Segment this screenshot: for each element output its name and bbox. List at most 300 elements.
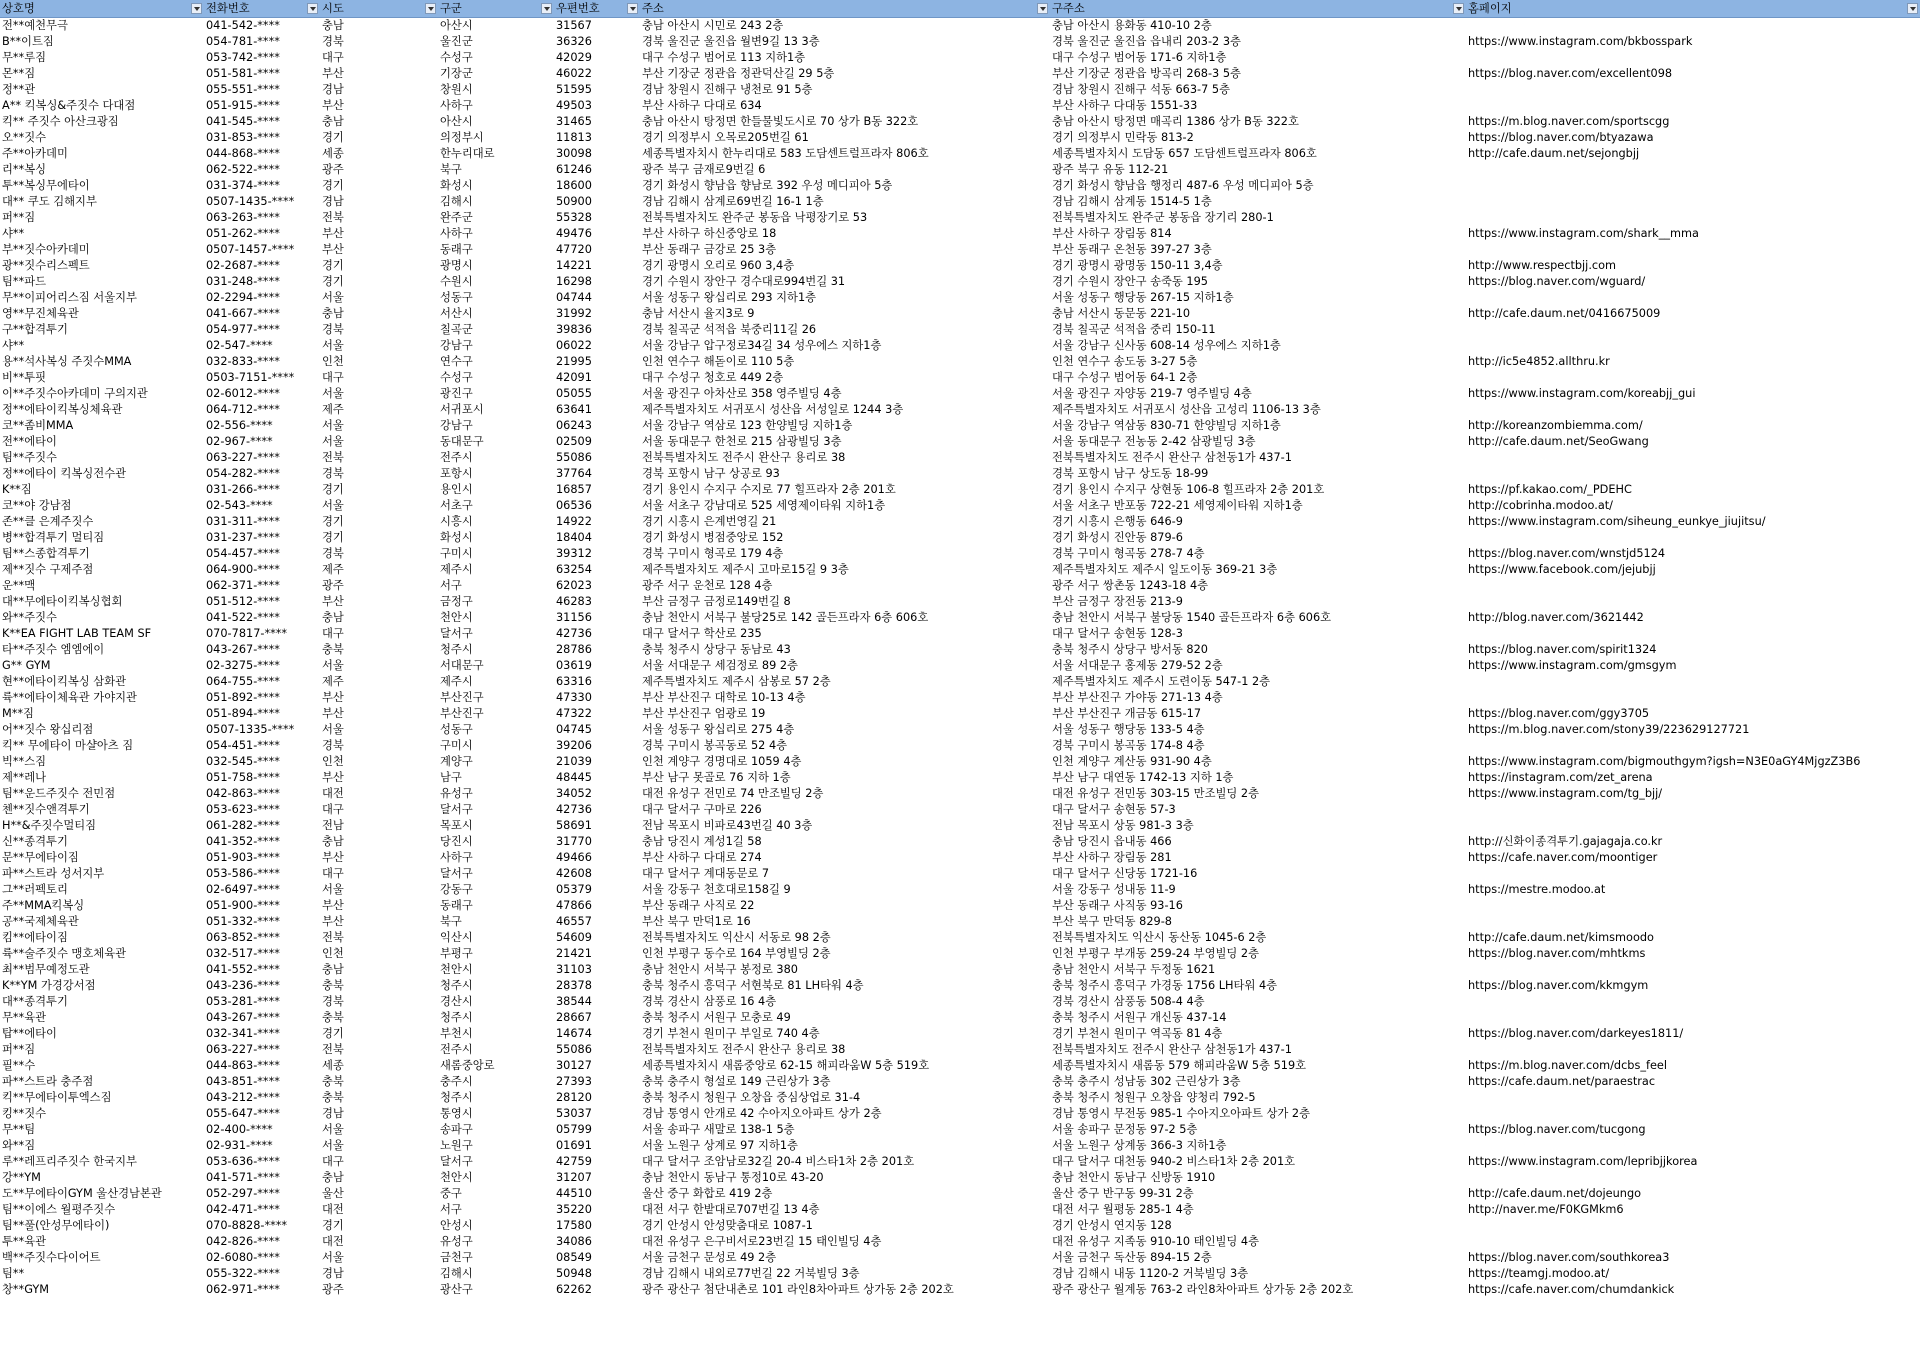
col-business-name-cell[interactable]: 주**MMA킥복싱 xyxy=(2,899,85,912)
col-address-cell[interactable]: 부산 북구 만덕1로 16 xyxy=(642,915,751,928)
col-district-cell[interactable]: 부평구 xyxy=(440,947,473,960)
col-homepage-cell[interactable] xyxy=(1466,338,1920,354)
col-postal-code-cell[interactable]: 02509 xyxy=(556,435,592,448)
col-homepage-cell[interactable] xyxy=(1466,626,1920,642)
col-old-address-cell[interactable]: 대구 달서구 송현동 57-3 xyxy=(1052,803,1176,816)
col-phone-cell[interactable]: 064-712-**** xyxy=(206,403,280,416)
col-address-cell[interactable]: 전북특별자치도 완주군 봉동읍 낙평장기로 53 xyxy=(642,211,868,224)
col-old-address-cell[interactable]: 서울 서대문구 홍제동 279-52 2층 xyxy=(1052,659,1223,672)
col-business-name-cell[interactable]: 영**무진체육관 xyxy=(2,307,79,320)
col-old-address-cell[interactable]: 부산 북구 만덕동 829-8 xyxy=(1052,915,1172,928)
col-business-name-cell[interactable]: K**EA FIGHT LAB TEAM SF xyxy=(2,627,152,640)
col-homepage-cell[interactable]: https://cafe.naver.com/moontiger xyxy=(1468,851,1658,864)
col-postal-code-cell[interactable]: 50900 xyxy=(556,195,592,208)
col-postal-code-cell[interactable]: 21039 xyxy=(556,755,592,768)
col-phone-cell[interactable]: 051-512-**** xyxy=(206,595,280,608)
col-province-cell[interactable]: 대구 xyxy=(322,867,344,880)
col-phone-cell[interactable]: 063-227-**** xyxy=(206,451,280,464)
col-postal-code-cell[interactable]: 53037 xyxy=(556,1107,592,1120)
col-business-name-cell[interactable]: 이**주짓수아카데미 구의지관 xyxy=(2,387,148,400)
col-old-address-cell[interactable]: 부산 사하구 다대동 1551-33 xyxy=(1052,99,1198,112)
col-business-name-cell[interactable]: 첸**짓수앤격투기 xyxy=(2,803,90,816)
col-homepage-cell[interactable]: https://blog.naver.com/ggy3705 xyxy=(1468,707,1650,720)
col-phone-cell[interactable]: 02-2687-**** xyxy=(206,259,280,272)
col-address-cell[interactable]: 대구 달서구 구마로 226 xyxy=(642,803,762,816)
col-province-cell[interactable]: 경기 xyxy=(322,1027,344,1040)
col-homepage-cell[interactable] xyxy=(1466,1218,1920,1234)
col-phone-cell[interactable]: 031-853-**** xyxy=(206,131,280,144)
col-business-name-cell[interactable]: 파**스트라 성서지부 xyxy=(2,867,105,880)
col-homepage-cell[interactable]: https://mestre.modoo.at xyxy=(1468,883,1606,896)
col-business-name-cell[interactable]: 병**합격투기 멀티짐 xyxy=(2,531,105,544)
col-business-name-cell[interactable]: 루**레프리주짓수 한국지부 xyxy=(2,1155,137,1168)
col-address-cell[interactable]: 부산 사하구 하신중앙로 18 xyxy=(642,227,777,240)
col-postal-code-cell[interactable]: 03619 xyxy=(556,659,592,672)
col-address-cell[interactable]: 서울 노원구 상계로 97 지하1층 xyxy=(642,1139,798,1152)
col-business-name-cell[interactable]: 탑**에타이 xyxy=(2,1027,57,1040)
col-business-name-cell[interactable]: 대** 쿠도 김해지부 xyxy=(2,195,97,208)
col-province-cell[interactable]: 충북 xyxy=(322,979,344,992)
col-province-cell[interactable]: 경기 xyxy=(322,259,344,272)
col-phone-cell[interactable]: 042-471-**** xyxy=(206,1203,280,1216)
col-phone-cell[interactable]: 044-868-**** xyxy=(206,147,280,160)
col-district-cell[interactable]: 유성구 xyxy=(440,787,473,800)
col-province-cell[interactable]: 경북 xyxy=(322,35,344,48)
col-address-cell[interactable]: 대구 수성구 청호로 449 2층 xyxy=(642,371,784,384)
col-province-cell[interactable]: 충남 xyxy=(322,115,344,128)
col-business-name-cell[interactable]: 구**합격투기 xyxy=(2,323,68,336)
col-province-cell[interactable]: 충남 xyxy=(322,1171,344,1184)
col-business-name-cell[interactable]: 팀**풀(안성무에타이) xyxy=(2,1219,110,1232)
col-homepage-cell[interactable]: https://cafe.naver.com/chumdankick xyxy=(1468,1283,1675,1296)
col-business-name-cell[interactable]: 샤** xyxy=(2,227,25,240)
col-district-cell[interactable]: 전주시 xyxy=(440,451,473,464)
col-old-address-cell[interactable]: 경남 김해시 삼계동 1514-5 1층 xyxy=(1052,195,1212,208)
col-old-address-cell[interactable]: 경기 화성시 진안동 879-6 xyxy=(1052,531,1183,544)
col-district-cell[interactable]: 수성구 xyxy=(440,371,473,384)
col-province-cell[interactable]: 경남 xyxy=(322,1107,344,1120)
col-postal-code-cell[interactable]: 27393 xyxy=(556,1075,592,1088)
col-old-address-cell[interactable]: 세종특별자치시 새롬동 579 해피라움W 5층 519호 xyxy=(1052,1059,1307,1072)
col-district-cell[interactable]: 동래구 xyxy=(440,899,473,912)
col-old-address-cell[interactable]: 충북 청주시 서원구 개신동 437-14 xyxy=(1052,1011,1227,1024)
col-province-cell[interactable]: 전북 xyxy=(322,931,344,944)
col-business-name-cell[interactable]: 팀**파드 xyxy=(2,275,47,288)
col-old-address-cell[interactable]: 충남 아산시 용화동 410-10 2층 xyxy=(1052,19,1212,32)
col-address-cell[interactable]: 세종특별자치시 한누리대로 583 도담센트럴프라자 806호 xyxy=(642,147,929,160)
col-old-address-cell[interactable]: 충북 청주시 청원구 오창읍 양청리 792-5 xyxy=(1052,1091,1256,1104)
col-address-cell[interactable]: 인천 부평구 동수로 164 부영빌딩 2층 xyxy=(642,947,831,960)
col-old-address-cell[interactable]: 경남 통영시 무전동 985-1 수아지오아파트 상가 2층 xyxy=(1052,1107,1310,1120)
col-address-cell[interactable]: 경북 구미시 봉곡동로 52 4층 xyxy=(642,739,788,752)
col-province-cell[interactable]: 전북 xyxy=(322,211,344,224)
col-homepage-header[interactable] xyxy=(1466,0,1920,18)
col-business-name-cell[interactable]: 최**범무예정도관 xyxy=(2,963,90,976)
col-old-address-cell[interactable]: 부산 동래구 사직동 93-16 xyxy=(1052,899,1183,912)
col-province-cell[interactable]: 제주 xyxy=(322,403,344,416)
col-homepage-cell[interactable] xyxy=(1466,962,1920,978)
col-postal-code-cell[interactable]: 30098 xyxy=(556,147,592,160)
filter-dropdown-icon[interactable] xyxy=(425,3,436,14)
col-province-cell[interactable]: 경기 xyxy=(322,131,344,144)
col-old-address-cell[interactable]: 제주특별자치도 제주시 도련이동 547-1 2층 xyxy=(1052,675,1271,688)
col-district-cell[interactable]: 달서구 xyxy=(440,627,473,640)
col-district-cell[interactable]: 연수구 xyxy=(440,355,473,368)
col-province-cell[interactable]: 부산 xyxy=(322,691,344,704)
col-postal-code-cell[interactable]: 06536 xyxy=(556,499,592,512)
col-address-cell[interactable]: 서울 동대문구 한천로 215 삼광빌딩 3층 xyxy=(642,435,842,448)
col-business-name-cell[interactable]: 어**짓수 왕십리점 xyxy=(2,723,94,736)
col-province-cell[interactable]: 충남 xyxy=(322,835,344,848)
col-old-address-cell[interactable]: 부산 부산진구 가야동 271-13 4층 xyxy=(1052,691,1223,704)
col-province-cell[interactable]: 서울 xyxy=(322,883,344,896)
col-business-name-header[interactable] xyxy=(0,0,204,18)
col-address-cell[interactable]: 충남 천안시 동남구 통정10로 43-20 xyxy=(642,1171,824,1184)
col-old-address-cell[interactable]: 경기 광명시 광명동 150-11 3,4층 xyxy=(1052,259,1223,272)
col-postal-code-cell[interactable]: 05379 xyxy=(556,883,592,896)
col-address-cell[interactable]: 서울 성동구 왕십리로 275 4층 xyxy=(642,723,795,736)
col-district-cell[interactable]: 통영시 xyxy=(440,1107,473,1120)
col-homepage-cell[interactable]: http://naver.me/F0KGMkm6 xyxy=(1468,1203,1624,1216)
col-address-cell[interactable]: 제주특별자치도 서귀포시 성산읍 서성일로 1244 3층 xyxy=(642,403,904,416)
col-province-cell[interactable]: 부산 xyxy=(322,99,344,112)
col-old-address-cell[interactable]: 서울 노원구 상계동 366-3 지하1층 xyxy=(1052,1139,1227,1152)
col-old-address-cell[interactable]: 경북 칠곡군 석적읍 중리 150-11 xyxy=(1052,323,1216,336)
col-province-cell[interactable]: 전북 xyxy=(322,451,344,464)
col-postal-code-cell[interactable]: 47322 xyxy=(556,707,592,720)
col-business-name-cell[interactable]: 도**무에타이GYM 울산경남본관 xyxy=(2,1187,162,1200)
col-phone-cell[interactable]: 0507-1457-**** xyxy=(206,243,295,256)
col-business-name-cell[interactable]: B**이트짐 xyxy=(2,35,54,48)
col-old-address-cell[interactable]: 충남 서산시 동문동 221-10 xyxy=(1052,307,1191,320)
col-phone-cell[interactable]: 032-833-**** xyxy=(206,355,280,368)
col-old-address-cell[interactable]: 인천 계양구 계산동 931-90 4층 xyxy=(1052,755,1212,768)
col-phone-cell[interactable]: 064-755-**** xyxy=(206,675,280,688)
col-district-cell[interactable]: 광진구 xyxy=(440,387,473,400)
col-phone-cell[interactable]: 031-311-**** xyxy=(206,515,280,528)
col-district-cell[interactable]: 구미시 xyxy=(440,547,473,560)
col-phone-cell[interactable]: 043-851-**** xyxy=(206,1075,280,1088)
col-homepage-cell[interactable]: https://www.facebook.com/jejubjj xyxy=(1468,563,1656,576)
col-business-name-cell[interactable]: 제**레나 xyxy=(2,771,47,784)
col-business-name-cell[interactable]: 전**예천무극 xyxy=(2,19,68,32)
col-district-cell[interactable]: 청주시 xyxy=(440,643,473,656)
col-address-cell[interactable]: 서울 광진구 아차산로 358 영주빌딩 4층 xyxy=(642,387,842,400)
col-homepage-cell[interactable] xyxy=(1466,98,1920,114)
col-old-address-cell[interactable]: 경남 창원시 진해구 석동 663-7 5층 xyxy=(1052,83,1231,96)
col-postal-code-header[interactable] xyxy=(554,0,640,18)
col-old-address-cell[interactable]: 서울 동대문구 전농동 2-42 삼광빌딩 3층 xyxy=(1052,435,1256,448)
col-homepage-cell[interactable] xyxy=(1466,322,1920,338)
col-old-address-cell[interactable]: 서울 송파구 문정동 97-2 5층 xyxy=(1052,1123,1198,1136)
col-province-cell[interactable]: 충남 xyxy=(322,611,344,624)
col-old-address-cell[interactable]: 경북 구미시 형곡동 278-7 4층 xyxy=(1052,547,1205,560)
col-business-name-cell[interactable]: 륙**에타이체육관 가야지관 xyxy=(2,691,137,704)
col-business-name-cell[interactable]: 전**에타이 xyxy=(2,435,57,448)
col-phone-cell[interactable]: 031-374-**** xyxy=(206,179,280,192)
col-address-cell[interactable]: 세종특별자치시 새롬중앙로 62-15 해피라움W 5층 519호 xyxy=(642,1059,930,1072)
col-old-address-cell[interactable]: 광주 서구 쌍촌동 1243-18 4층 xyxy=(1052,579,1209,592)
col-phone-cell[interactable]: 051-892-**** xyxy=(206,691,280,704)
col-phone-cell[interactable]: 055-322-**** xyxy=(206,1267,280,1280)
col-address-cell[interactable]: 광주 북구 금재로9번길 6 xyxy=(642,163,766,176)
col-business-name-cell[interactable]: 팀**이에스 월평주짓수 xyxy=(2,1203,116,1216)
col-postal-code-cell[interactable]: 34086 xyxy=(556,1235,592,1248)
col-business-name-cell[interactable]: 존**클 은계주짓수 xyxy=(2,515,94,528)
col-postal-code-cell[interactable]: 48445 xyxy=(556,771,592,784)
col-postal-code-cell[interactable]: 21421 xyxy=(556,947,592,960)
col-phone-cell[interactable]: 041-522-**** xyxy=(206,611,280,624)
col-address-cell[interactable]: 경기 화성시 향남읍 향남로 392 우성 메디피아 5층 xyxy=(642,179,893,192)
col-province-cell[interactable]: 서울 xyxy=(322,291,344,304)
col-old-address-cell[interactable]: 부산 사하구 장림동 814 xyxy=(1052,227,1172,240)
col-business-name-cell[interactable]: K**짐 xyxy=(2,483,32,496)
col-address-cell[interactable]: 제주특별자치도 제주시 고마로15길 9 3층 xyxy=(642,563,849,576)
col-postal-code-cell[interactable]: 08549 xyxy=(556,1251,592,1264)
col-province-cell[interactable]: 서울 xyxy=(322,435,344,448)
col-phone-cell[interactable]: 051-900-**** xyxy=(206,899,280,912)
col-postal-code-cell[interactable]: 63316 xyxy=(556,675,592,688)
col-address-cell[interactable]: 대구 수성구 범어로 113 지하1층 xyxy=(642,51,806,64)
col-address-cell[interactable]: 충남 천안시 서북구 불당25로 142 골든프라자 6층 606호 xyxy=(642,611,929,624)
col-business-name-cell[interactable]: 백**주짓수다이어트 xyxy=(2,1251,101,1264)
col-province-cell[interactable]: 서울 xyxy=(322,387,344,400)
col-old-address-cell[interactable]: 세종특별자치시 도담동 657 도담센트럴프라자 806호 xyxy=(1052,147,1317,160)
col-province-cell[interactable]: 부산 xyxy=(322,243,344,256)
col-postal-code-cell[interactable]: 61246 xyxy=(556,163,592,176)
col-postal-code-cell[interactable]: 55328 xyxy=(556,211,592,224)
col-district-cell[interactable]: 부산진구 xyxy=(440,707,484,720)
col-address-cell[interactable]: 충북 청주시 상당구 동남로 43 xyxy=(642,643,791,656)
col-province-cell[interactable]: 인천 xyxy=(322,947,344,960)
col-province-cell[interactable]: 울산 xyxy=(322,1187,344,1200)
col-homepage-cell[interactable]: https://blog.naver.com/wnstjd5124 xyxy=(1468,547,1666,560)
col-homepage-cell[interactable] xyxy=(1466,1170,1920,1186)
col-address-cell[interactable]: 충북 충주시 형설로 149 근린상가 3층 xyxy=(642,1075,831,1088)
col-address-cell[interactable]: 부산 남구 못골로 76 지하 1층 xyxy=(642,771,791,784)
col-old-address-cell[interactable]: 대구 수성구 범어동 64-1 2층 xyxy=(1052,371,1198,384)
col-address-cell[interactable]: 부산 부산진구 엄광로 19 xyxy=(642,707,766,720)
col-district-cell[interactable]: 천안시 xyxy=(440,611,473,624)
col-address-cell[interactable]: 서울 강남구 압구정로34길 34 성우에스 지하1층 xyxy=(642,339,882,352)
col-postal-code-cell[interactable]: 11813 xyxy=(556,131,592,144)
col-district-cell[interactable]: 아산시 xyxy=(440,19,473,32)
col-old-address-cell[interactable]: 충북 청주시 상당구 방서동 820 xyxy=(1052,643,1208,656)
col-business-name-cell[interactable]: 킥** 주짓수 아산크광짐 xyxy=(2,115,119,128)
col-province-cell[interactable]: 경남 xyxy=(322,83,344,96)
col-district-cell[interactable]: 중구 xyxy=(440,1187,462,1200)
col-province-cell[interactable]: 충북 xyxy=(322,643,344,656)
col-old-address-cell[interactable]: 전북특별자치도 전주시 완산구 삼천동1가 437-1 xyxy=(1052,1043,1292,1056)
col-postal-code-cell[interactable]: 31992 xyxy=(556,307,592,320)
col-business-name-cell[interactable]: 무**육관 xyxy=(2,1011,47,1024)
col-province-cell[interactable]: 경북 xyxy=(322,739,344,752)
col-old-address-cell[interactable]: 대전 유성구 지족동 910-10 태인빌딩 4층 xyxy=(1052,1235,1260,1248)
col-postal-code-cell[interactable]: 62023 xyxy=(556,579,592,592)
col-district-cell[interactable]: 송파구 xyxy=(440,1123,473,1136)
col-postal-code-cell[interactable]: 01691 xyxy=(556,1139,592,1152)
col-old-address-cell[interactable]: 전북특별자치도 완주군 봉동읍 장기리 280-1 xyxy=(1052,211,1274,224)
col-phone-cell[interactable]: 032-545-**** xyxy=(206,755,280,768)
col-address-cell[interactable]: 충남 당진시 계성1길 58 xyxy=(642,835,762,848)
col-phone-cell[interactable]: 053-586-**** xyxy=(206,867,280,880)
col-old-address-cell[interactable]: 충북 청주시 흥덕구 가경동 1756 LH타워 4층 xyxy=(1052,979,1278,992)
col-old-address-cell[interactable]: 광주 광산구 월계동 763-2 라인8차아파트 상가동 2층 202호 xyxy=(1052,1283,1354,1296)
col-business-name-cell[interactable]: K**YM 가경강서점 xyxy=(2,979,96,992)
col-district-cell[interactable]: 청주시 xyxy=(440,979,473,992)
col-business-name-cell[interactable]: 빅**스짐 xyxy=(2,755,47,768)
col-homepage-cell[interactable]: https://blog.naver.com/wguard/ xyxy=(1468,275,1646,288)
col-province-cell[interactable]: 서울 xyxy=(322,339,344,352)
col-old-address-cell[interactable]: 대전 유성구 전민동 303-15 만조빌딩 2층 xyxy=(1052,787,1260,800)
col-homepage-cell[interactable] xyxy=(1466,594,1920,610)
col-old-address-cell[interactable]: 부산 금정구 장전동 213-9 xyxy=(1052,595,1183,608)
col-district-cell[interactable]: 강남구 xyxy=(440,339,473,352)
col-old-address-cell[interactable]: 부산 남구 대연동 1742-13 지하 1층 xyxy=(1052,771,1234,784)
col-postal-code-cell[interactable]: 63641 xyxy=(556,403,592,416)
col-business-name-cell[interactable]: 킥**무에타이투엑스짐 xyxy=(2,1091,112,1104)
col-district-cell[interactable]: 완주군 xyxy=(440,211,473,224)
col-postal-code-cell[interactable]: 44510 xyxy=(556,1187,592,1200)
col-district-cell[interactable]: 서산시 xyxy=(440,307,473,320)
col-phone-cell[interactable]: 063-852-**** xyxy=(206,931,280,944)
filter-dropdown-icon[interactable] xyxy=(191,3,202,14)
col-old-address-cell[interactable]: 경북 경산시 삼풍동 508-4 4층 xyxy=(1052,995,1205,1008)
col-district-cell[interactable]: 칠곡군 xyxy=(440,323,473,336)
col-business-name-cell[interactable]: A** 킥복싱&주짓수 다대점 xyxy=(2,99,136,112)
col-old-address-cell[interactable]: 서울 강남구 신사동 608-14 성우에스 지하1층 xyxy=(1052,339,1281,352)
col-homepage-cell[interactable] xyxy=(1466,674,1920,690)
col-district-cell[interactable]: 강동구 xyxy=(440,883,473,896)
filter-dropdown-icon[interactable] xyxy=(1453,3,1464,14)
col-province-cell[interactable]: 대구 xyxy=(322,627,344,640)
col-address-cell[interactable]: 경북 포항시 남구 상공로 93 xyxy=(642,467,780,480)
col-old-address-cell[interactable]: 서울 광진구 자양동 219-7 영주빌딩 4층 xyxy=(1052,387,1252,400)
col-postal-code-cell[interactable]: 37764 xyxy=(556,467,592,480)
col-old-address-cell[interactable]: 서울 서초구 반포동 722-21 세영제이타워 지하1층 xyxy=(1052,499,1303,512)
col-old-address-cell[interactable]: 부산 부산진구 개금동 615-17 xyxy=(1052,707,1202,720)
col-old-address-cell[interactable]: 경남 김해시 내동 1120-2 거북빌딩 3층 xyxy=(1052,1267,1249,1280)
col-homepage-cell[interactable] xyxy=(1466,1042,1920,1058)
col-address-cell[interactable]: 부산 사하구 다대로 274 xyxy=(642,851,762,864)
col-business-name-cell[interactable]: 신**종격투기 xyxy=(2,835,68,848)
col-address-cell[interactable]: 경북 칠곡군 석적읍 북중리11길 26 xyxy=(642,323,817,336)
col-business-name-cell[interactable]: 창**GYM xyxy=(2,1283,50,1296)
col-homepage-cell[interactable]: http://cobrinha.modoo.at/ xyxy=(1468,499,1613,512)
col-district-cell[interactable]: 계양구 xyxy=(440,755,473,768)
col-business-name-cell[interactable]: 팀** xyxy=(2,1267,25,1280)
col-homepage-cell[interactable] xyxy=(1466,994,1920,1010)
col-phone-cell[interactable]: 02-6497-**** xyxy=(206,883,280,896)
col-district-cell[interactable]: 서대문구 xyxy=(440,659,484,672)
col-old-address-cell[interactable]: 인천 연수구 송도동 3-27 5층 xyxy=(1052,355,1198,368)
col-business-name-cell[interactable]: 투**복싱무에타이 xyxy=(2,179,90,192)
col-phone-cell[interactable]: 053-623-**** xyxy=(206,803,280,816)
col-phone-cell[interactable]: 041-571-**** xyxy=(206,1171,280,1184)
col-business-name-cell[interactable]: 광**짓수리스펙트 xyxy=(2,259,90,272)
col-phone-cell[interactable]: 02-3275-**** xyxy=(206,659,280,672)
col-business-name-cell[interactable]: 대**종격투기 xyxy=(2,995,68,1008)
col-district-cell[interactable]: 제주시 xyxy=(440,675,473,688)
col-phone-cell[interactable]: 0503-7151-**** xyxy=(206,371,295,384)
col-phone-cell[interactable]: 043-267-**** xyxy=(206,643,280,656)
col-business-name-cell[interactable]: 팀**스종합격투기 xyxy=(2,547,90,560)
col-province-cell[interactable]: 서울 xyxy=(322,723,344,736)
col-postal-code-cell[interactable]: 49503 xyxy=(556,99,592,112)
col-address-cell[interactable]: 대전 서구 한밭대로707번길 13 4층 xyxy=(642,1203,820,1216)
col-postal-code-cell[interactable]: 31103 xyxy=(556,963,592,976)
col-business-name-cell[interactable]: 용**석사복싱 주짓수MMA xyxy=(2,355,132,368)
col-phone-cell[interactable]: 02-556-**** xyxy=(206,419,273,432)
col-phone-cell[interactable]: 042-863-**** xyxy=(206,787,280,800)
col-address-cell[interactable]: 경기 광명시 오리로 960 3,4층 xyxy=(642,259,795,272)
col-province-cell[interactable]: 대구 xyxy=(322,371,344,384)
col-district-cell[interactable]: 안성시 xyxy=(440,1219,473,1232)
col-business-name-cell[interactable]: 륙**술주짓수 맹호체육관 xyxy=(2,947,127,960)
col-district-cell[interactable]: 사하구 xyxy=(440,851,473,864)
col-business-name-cell[interactable]: 현**에타이킥복싱 삼화관 xyxy=(2,675,127,688)
col-district-cell[interactable]: 사하구 xyxy=(440,99,473,112)
col-district-cell[interactable]: 김해시 xyxy=(440,1267,473,1280)
col-postal-code-cell[interactable]: 34052 xyxy=(556,787,592,800)
col-postal-code-cell[interactable]: 42759 xyxy=(556,1155,592,1168)
col-postal-code-cell[interactable]: 28786 xyxy=(556,643,592,656)
col-old-address-cell[interactable]: 울산 중구 반구동 99-31 2층 xyxy=(1052,1187,1194,1200)
col-address-cell[interactable]: 경기 안성시 안성맞춤대로 1087-1 xyxy=(642,1219,813,1232)
col-postal-code-cell[interactable]: 14922 xyxy=(556,515,592,528)
col-district-cell[interactable]: 서귀포시 xyxy=(440,403,484,416)
col-homepage-cell[interactable]: http://koreanzombiemma.com/ xyxy=(1468,419,1643,432)
col-province-cell[interactable]: 경북 xyxy=(322,547,344,560)
col-district-cell[interactable]: 동래구 xyxy=(440,243,473,256)
col-province-cell[interactable]: 세종 xyxy=(322,147,344,160)
col-old-address-cell[interactable]: 서울 성동구 행당동 267-15 지하1층 xyxy=(1052,291,1234,304)
col-district-cell[interactable]: 노원구 xyxy=(440,1139,473,1152)
col-address-cell[interactable]: 서울 성동구 왕십리로 293 지하1층 xyxy=(642,291,817,304)
col-homepage-cell[interactable] xyxy=(1466,370,1920,386)
col-business-name-cell[interactable]: 팀**운드주짓수 전민점 xyxy=(2,787,116,800)
col-business-name-cell[interactable]: 오**짓수 xyxy=(2,131,47,144)
col-homepage-cell[interactable]: https://www.instagram.com/gmsgym xyxy=(1468,659,1677,672)
col-business-name-cell[interactable]: 타**주짓수 엠엠에이 xyxy=(2,643,105,656)
col-address-cell[interactable]: 경남 창원시 진해구 냉천로 91 5층 xyxy=(642,83,813,96)
col-homepage-cell[interactable] xyxy=(1466,162,1920,178)
col-phone-cell[interactable]: 070-8828-**** xyxy=(206,1219,288,1232)
col-province-cell[interactable]: 경북 xyxy=(322,467,344,480)
col-homepage-cell[interactable] xyxy=(1466,802,1920,818)
col-old-address-cell[interactable]: 충남 천안시 서북구 불당동 1540 골든프라자 6층 606호 xyxy=(1052,611,1332,624)
col-homepage-cell[interactable]: https://cafe.daum.net/paraestrac xyxy=(1468,1075,1656,1088)
col-homepage-cell[interactable] xyxy=(1466,530,1920,546)
col-postal-code-cell[interactable]: 42736 xyxy=(556,627,592,640)
col-postal-code-cell[interactable]: 36326 xyxy=(556,35,592,48)
col-old-address-cell[interactable]: 부산 사하구 장림동 281 xyxy=(1052,851,1172,864)
col-homepage-cell[interactable]: https://instagram.com/zet_arena xyxy=(1468,771,1653,784)
col-province-cell[interactable]: 경남 xyxy=(322,1267,344,1280)
col-phone-cell[interactable]: 032-517-**** xyxy=(206,947,280,960)
col-province-cell[interactable]: 제주 xyxy=(322,675,344,688)
col-business-name-cell[interactable]: 강**YM xyxy=(2,1171,41,1184)
col-phone-cell[interactable]: 064-900-**** xyxy=(206,563,280,576)
col-province-cell[interactable]: 서울 xyxy=(322,499,344,512)
filter-dropdown-icon[interactable] xyxy=(541,3,552,14)
col-postal-code-cell[interactable]: 49476 xyxy=(556,227,592,240)
col-province-cell[interactable]: 경기 xyxy=(322,531,344,544)
col-phone-cell[interactable]: 041-545-**** xyxy=(206,115,280,128)
col-homepage-cell[interactable] xyxy=(1466,1010,1920,1026)
col-business-name-cell[interactable]: 정**관 xyxy=(2,83,36,96)
col-postal-code-cell[interactable]: 05055 xyxy=(556,387,592,400)
